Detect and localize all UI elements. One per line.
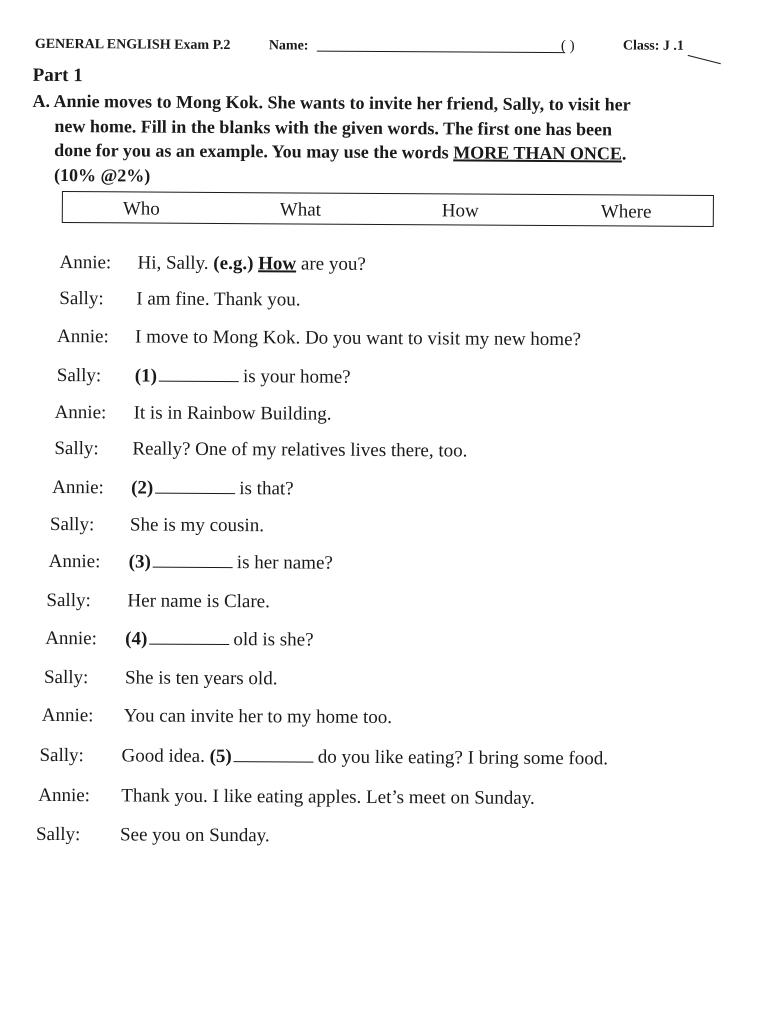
dialogue-text: See you on Sunday. <box>119 824 270 847</box>
word-box-item: How <box>441 200 479 222</box>
question-number: (3) <box>128 551 151 573</box>
speaker-label: Sally: <box>54 437 99 460</box>
exam-title: GENERAL ENGLISH Exam P.2 <box>34 36 231 54</box>
speaker-label: Annie: <box>59 252 112 274</box>
question-number: (1) <box>134 365 158 387</box>
speaker-label: Annie: <box>52 476 104 499</box>
question-number: (4) <box>125 628 148 650</box>
dialogue-text: Good idea. (5) do you like eating? I bring some food. <box>121 745 609 770</box>
dialogue-text: Thank you. I like eating apples. Let’s meet on Sunday. <box>121 785 535 809</box>
dialogue-text: She is ten years old. <box>124 667 278 690</box>
word-box <box>62 191 714 227</box>
class-number-brackets: ( ) <box>560 38 575 55</box>
instruction-line-3-text: done for you as an example. You may use the words <box>54 139 454 163</box>
more-than-once-emphasis: MORE THAN ONCE <box>453 142 622 164</box>
speaker-label: Sally: <box>43 666 89 689</box>
instruction-line-1: A. Annie moves to Mong Kok. She wants to invite her friend, Sally, to visit her <box>32 90 631 115</box>
marks-allocation: (10% @2%) <box>53 164 151 186</box>
word-box-item: Who <box>122 198 160 220</box>
dialogue-text: You can invite her to my home too. <box>123 705 393 729</box>
speaker-label: Sally: <box>59 288 104 310</box>
dialogue-text: It is in Rainbow Building. <box>133 402 332 425</box>
answer-blank-4[interactable] <box>149 643 229 645</box>
instruction-line-3-end: . <box>621 143 627 164</box>
class-field-line <box>688 55 721 64</box>
speaker-label: Sally: <box>56 364 102 387</box>
question-number: (5) <box>209 745 232 768</box>
speaker-label: Annie: <box>45 627 98 650</box>
dialogue-text: (3) is her name? <box>128 551 333 574</box>
example-marker: (e.g.) <box>213 252 259 275</box>
name-field-line <box>317 51 565 54</box>
word-box-item: What <box>279 199 322 221</box>
answer-blank-3[interactable] <box>153 566 233 568</box>
dialogue-text: Really? One of my relatives lives there, too. <box>132 438 468 462</box>
answer-blank-1[interactable] <box>159 380 239 382</box>
speaker-label: Annie: <box>48 550 101 573</box>
instruction-line-3 <box>32 138 742 167</box>
instructions <box>32 89 743 191</box>
dialogue-text: (4) old is she? <box>125 628 314 651</box>
part-heading: Part 1 <box>32 64 83 87</box>
dialogue-text: (1) is your home? <box>134 365 351 388</box>
exam-header <box>35 34 735 64</box>
speaker-label: Sally: <box>46 589 91 612</box>
speaker-label: Annie: <box>41 704 94 727</box>
speaker-label: Sally: <box>39 744 84 767</box>
class-label: Class: J .1 <box>622 38 684 54</box>
instruction-line-2: new home. Fill in the blanks with the given words. The first one has been <box>54 115 613 139</box>
question-number: (2) <box>131 477 154 499</box>
dialogue-text: I am fine. Thank you. <box>136 288 301 311</box>
name-label: Name: <box>268 38 309 54</box>
dialogue-text: Her name is Clare. <box>127 590 270 613</box>
speaker-label: Annie: <box>57 325 109 348</box>
dialogue-text: Hi, Sally. (e.g.) How are you? <box>137 252 366 275</box>
word-box-item: Where <box>600 201 652 223</box>
answer-blank-2[interactable] <box>155 492 235 494</box>
answer-blank-5[interactable] <box>234 760 314 762</box>
dialogue-text: She is my cousin. <box>129 514 265 537</box>
speaker-label: Sally: <box>35 823 81 846</box>
speaker-label: Sally: <box>49 513 95 536</box>
dialogue-text: I move to Mong Kok. Do you want to visit my new home? <box>135 326 582 351</box>
dialogue-text: (2) is that? <box>131 477 294 500</box>
speaker-label: Annie: <box>38 784 91 807</box>
speaker-label: Annie: <box>54 401 107 424</box>
example-answer: How <box>258 253 297 275</box>
